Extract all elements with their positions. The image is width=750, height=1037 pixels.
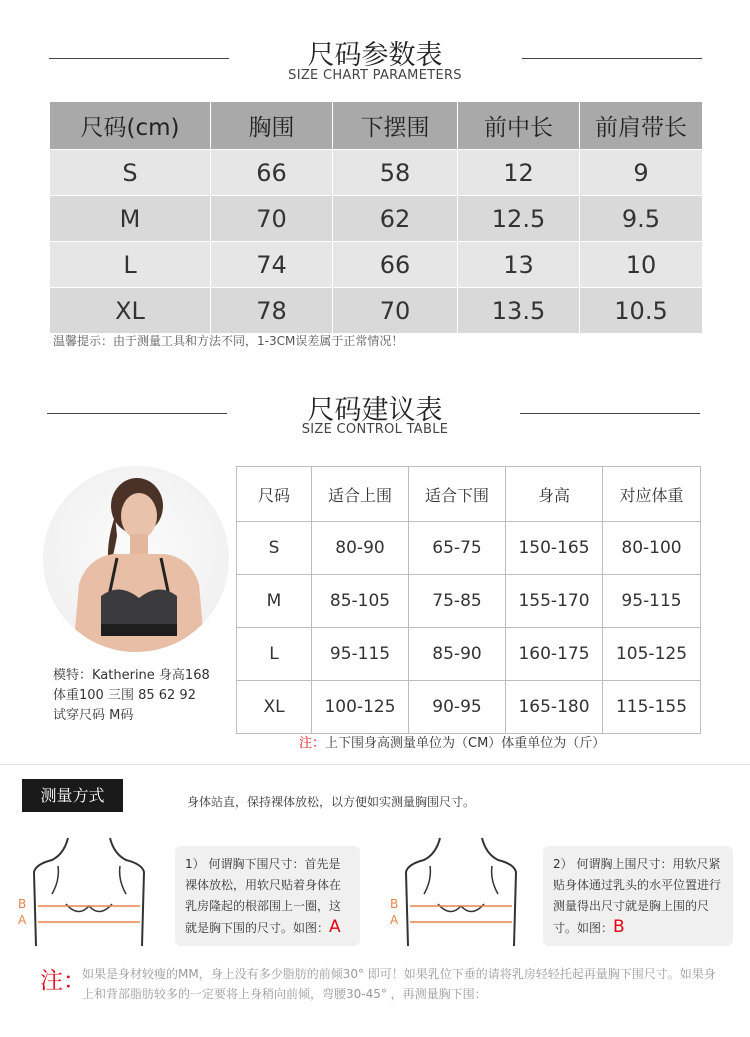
table-row [50,150,703,196]
label-a: A [18,913,27,927]
table-cell: S [50,150,211,196]
table-cell: XL [237,681,312,734]
table-cell: 78 [211,288,333,334]
table-cell: 13 [458,242,580,288]
table-cell: 65-75 [409,522,506,575]
model-illustration [43,466,229,652]
label-a: A [390,913,399,927]
size-chart-header-row [50,102,703,150]
torso-diagram-right [386,836,536,951]
box-b-text: 2） 何谓胸上围尺寸：用软尺紧贴身体通过乳头的水平位置进行测量得出尺寸就是胸上围的尺寸。如图： [553,857,722,935]
table-cell: M [237,575,312,628]
table-row [237,575,701,628]
table-cell: 9 [580,150,703,196]
final-note-text: 如果是身材较瘦的MM，身上没有多少脂肪的前倾30° 即可！如果乳位下垂的请将乳房轻轻托起再量胸下围尺寸。如果身上和背部脂肪较多的一定要将上身稍向前倾，弯腰30-45° ，再测量胸下围： [82,967,716,1001]
measurement-instruction: 身体站直，保持裸体放松，以方便如实测量胸围尺寸。 [187,795,476,809]
box-b-letter: B [613,917,625,937]
size-chart-title: 尺码参数表 [307,40,443,71]
torso-diagram-left [14,836,164,951]
table-cell: 9.5 [580,196,703,242]
table-cell: 74 [211,242,333,288]
table-cell: 66 [333,242,458,288]
table-cell: 10.5 [580,288,703,334]
model-info-line: 模特：Katherine 身高168 [53,668,210,683]
size-control-title: 尺码建议表 [307,395,443,426]
table-cell: 85-90 [409,628,506,681]
table-cell: L [237,628,312,681]
box-a-letter: A [329,917,341,937]
note-text: 上下围身高测量单位为（CM）体重单位为（斤） [325,736,606,751]
size-control-header: 适合上围 [312,467,409,522]
label-b: B [18,897,27,911]
table-row [237,522,701,575]
table-cell: 75-85 [409,575,506,628]
size-chart-header: 尺码(cm) [50,102,211,150]
model-info-line: 试穿尺码 M码 [53,708,134,723]
measurement-box-a [175,846,360,946]
table-cell: 85-105 [312,575,409,628]
table-cell: 58 [333,150,458,196]
size-control-header: 适合下围 [409,467,506,522]
model-photo [43,466,229,652]
table-cell: 70 [211,196,333,242]
table-cell: S [237,522,312,575]
table-row [50,288,703,334]
table-cell: XL [50,288,211,334]
table-cell: 165-180 [506,681,603,734]
table-cell: 95-115 [312,628,409,681]
size-chart-header: 胸围 [211,102,333,150]
table-cell: 10 [580,242,703,288]
table-cell: 12.5 [458,196,580,242]
table-cell: 160-175 [506,628,603,681]
size-control-note [299,732,605,751]
table-cell: 90-95 [409,681,506,734]
size-control-header: 身高 [506,467,603,522]
table-cell: 150-165 [506,522,603,575]
table-cell: 66 [211,150,333,196]
size-control-subtitle: SIZE CONTROL TABLE [301,422,449,437]
size-control-header-row [237,467,701,522]
table-row [237,681,701,734]
table-cell: 100-125 [312,681,409,734]
size-control-header: 尺码 [237,467,312,522]
size-control-table [236,466,701,734]
size-chart-header: 前肩带长 [580,102,703,150]
size-chart-table [49,101,703,334]
measurement-badge: 测量方式 [22,779,123,812]
final-note-prefix: 注： [40,968,86,994]
table-cell: 13.5 [458,288,580,334]
table-cell: 105-125 [603,628,701,681]
table-row [50,242,703,288]
table-cell: 95-115 [603,575,701,628]
model-info-line: 体重100 三围 85 62 92 [53,688,196,703]
table-cell: M [50,196,211,242]
box-a-text: 1） 何谓胸下围尺寸：首先是裸体放松，用软尺贴着身体在乳房隆起的根部围上一圈，这就是胸下围的尺寸。如图： [185,857,342,935]
table-row [237,628,701,681]
size-control-header: 对应体重 [603,467,701,522]
table-row [50,196,703,242]
label-b: B [390,897,399,911]
size-chart-subtitle: SIZE CHART PARAMETERS [288,68,462,83]
size-chart-tip: 温馨提示：由于测量工具和方法不同，1-3CM误差属于正常情况！ [53,334,404,348]
table-cell: 62 [333,196,458,242]
note-prefix: 注： [299,736,326,751]
table-cell: L [50,242,211,288]
size-chart-header: 下摆围 [333,102,458,150]
measurement-box-b [543,846,733,946]
size-chart-header: 前中长 [458,102,580,150]
table-cell: 115-155 [603,681,701,734]
table-cell: 12 [458,150,580,196]
table-cell: 155-170 [506,575,603,628]
table-cell: 70 [333,288,458,334]
section-divider [0,764,750,765]
table-cell: 80-90 [312,522,409,575]
table-cell: 80-100 [603,522,701,575]
